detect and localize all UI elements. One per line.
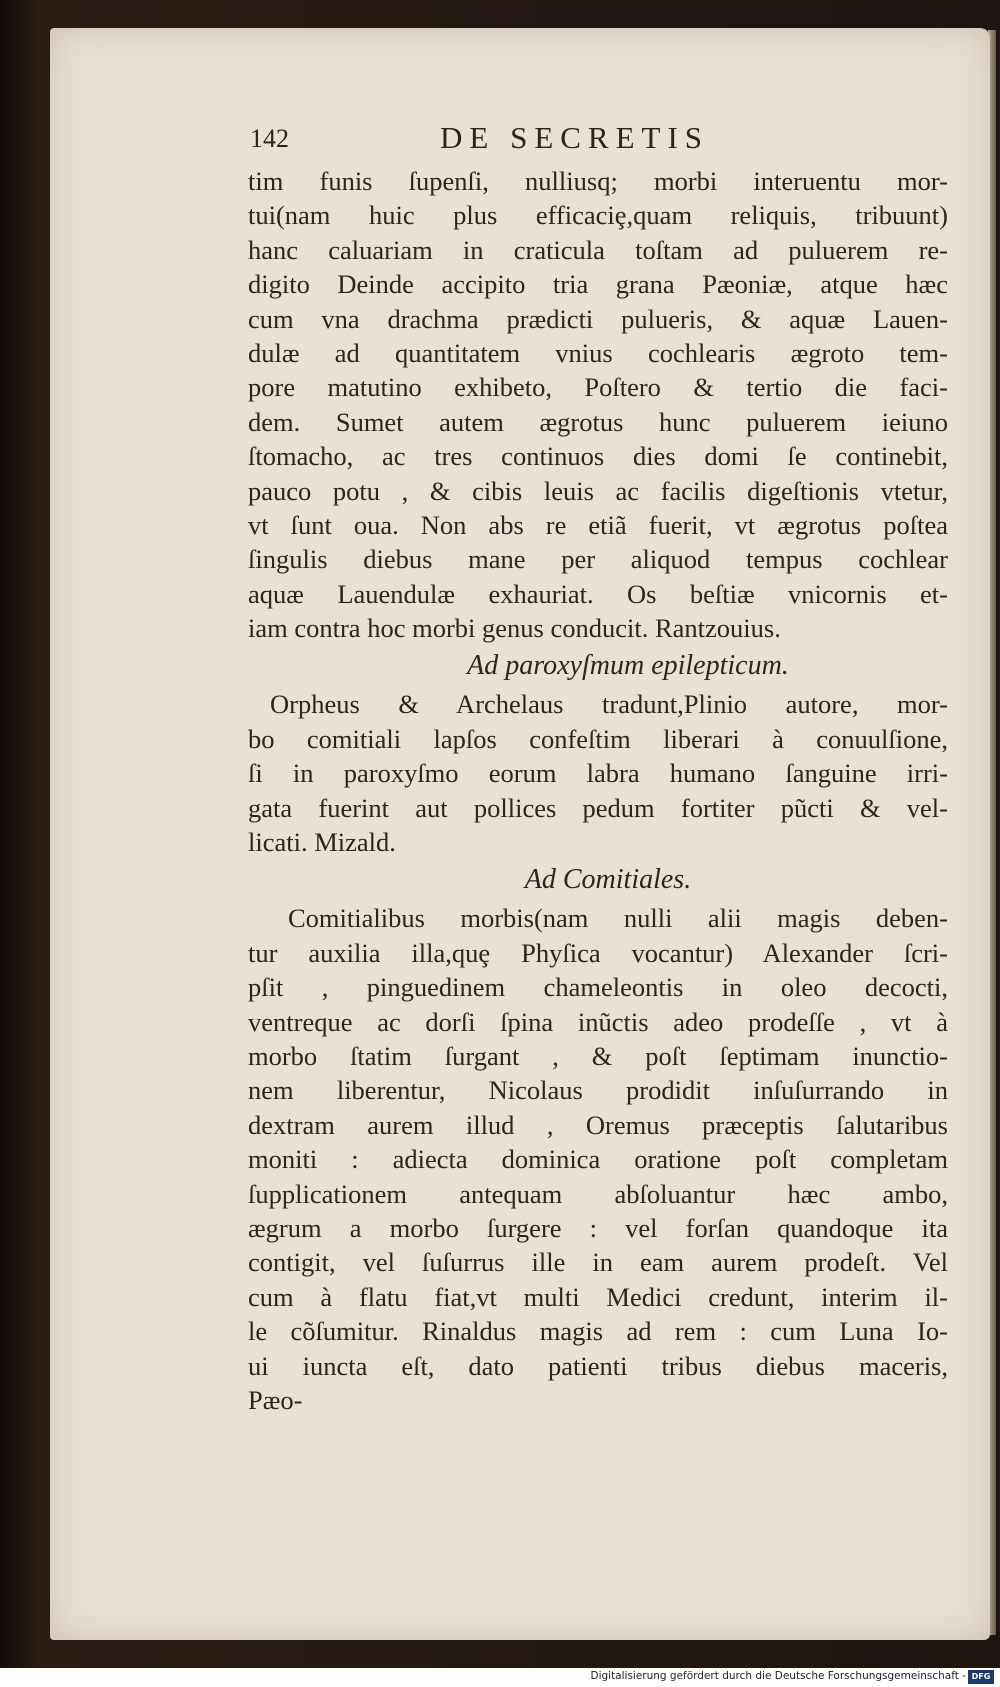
running-head: DE SECRETIS <box>440 120 710 155</box>
text-line: aquæ Lauendulæ exhauriat. Os beſtiæ vnicornis et- <box>248 578 948 609</box>
text-line: iam contra hoc morbi genus conducit. Rantzouius. <box>248 613 781 644</box>
text-line: licati. Mizald. <box>248 827 396 858</box>
page-header <box>250 120 810 160</box>
dfg-logo-icon: DFG <box>968 1670 994 1684</box>
text-line: cum vna drachma prædicti pulueris, & aquæ Lauen- <box>248 303 948 334</box>
paragraph-comitialibus <box>248 901 948 1382</box>
text-line: pore matutino exhibeto, Poſtero & tertio die faci- <box>248 372 948 403</box>
section-heading-comitiales: Ad Comitiales. <box>524 864 692 896</box>
text-line: hanc caluariam in craticula toſtam ad puluerem re- <box>248 234 948 265</box>
text-line: morbo ſtatim ſurgant , & poſt ſeptimam inunctio- <box>248 1040 948 1071</box>
text-line: ſi in paroxyſmo eorum labra humano ſanguine irri- <box>248 758 948 789</box>
text-line: nem liberentur, Nicolaus prodidit inſuſurrando in <box>248 1075 948 1106</box>
text-line: pauco potu , & cibis leuis ac facilis digeſtionis vtetur, <box>248 475 948 506</box>
text-line: contigit, vel ſuſurrus ille in eam aurem prodeſt. Vel <box>248 1247 948 1278</box>
text-line: ſingulis diebus mane per aliquod tempus cochlear <box>248 544 948 575</box>
text-line: ſupplicationem antequam abſoluantur hæc ambo, <box>248 1178 948 1209</box>
text-line: bo comitiali lapſos confeſtim liberari à conuulſione, <box>248 723 948 754</box>
catchword: Pæo- <box>248 1384 303 1415</box>
text-line: le cõſumitur. Rinaldus magis ad rem : cum Luna Io- <box>248 1316 948 1347</box>
text-line: ui iuncta eſt, dato patienti tribus diebus maceris, <box>248 1350 948 1381</box>
text-line: dem. Sumet autem ægrotus hunc puluerem ieiuno <box>248 406 948 437</box>
paragraph-orpheus <box>248 687 948 859</box>
text-line: dextram aurem illud , Oremus præceptis ſalutaribus <box>248 1109 948 1140</box>
digitization-credit: Digitalisierung gefördert durch die Deutsche Forschungsgemeinschaft - <box>590 1670 966 1682</box>
text-line: pſit , pinguedinem chameleontis in oleo decocti, <box>248 972 948 1003</box>
section-heading-paroxysmum: Ad paroxyſmum epilepticum. <box>467 650 789 682</box>
page-number: 142 <box>250 124 289 153</box>
text-line: ſtomacho, ac tres continuos dies domi ſe continebit, <box>248 441 948 472</box>
text-line: ægrum a morbo ſurgere : vel forſan quandoque ita <box>248 1212 948 1243</box>
text-line: dulæ ad quantitatem vnius cochlearis ægroto tem- <box>248 337 948 368</box>
text-line: cum à flatu fiat,vt multi Medici credunt, interim il- <box>248 1281 948 1312</box>
page-body <box>248 164 948 1417</box>
text-line: digito Deinde accipito tria grana Pæoniæ, atque hæc <box>248 269 948 300</box>
text-line: gata fuerint aut pollices pedum fortiter pũcti & vel- <box>248 792 948 823</box>
text-line: Comitialibus morbis(nam nulli alii magis deben- <box>288 903 948 934</box>
text-line: Orpheus & Archelaus tradunt,Plinio autore, mor- <box>270 689 948 720</box>
text-line: tur auxilia illa,quȩ Phyſica vocantur) Alexander ſcri- <box>248 937 948 968</box>
text-line: tim funis ſupenſi, nulliusq; morbi interuentu mor- <box>248 166 948 196</box>
text-line: vt ſunt oua. Non abs re etiã fuerit, vt ægrotus poſtea <box>248 509 948 540</box>
text-line: ventreque ac dorſi ſpina inũctis adeo prodeſſe , vt à <box>248 1006 948 1037</box>
paragraph-caluaria <box>248 164 948 645</box>
text-line: moniti : adiecta dominica oratione poſt completam <box>248 1144 948 1175</box>
text-line: tui(nam huic plus efficaciȩ,quam reliquis, tribuunt) <box>248 200 948 231</box>
